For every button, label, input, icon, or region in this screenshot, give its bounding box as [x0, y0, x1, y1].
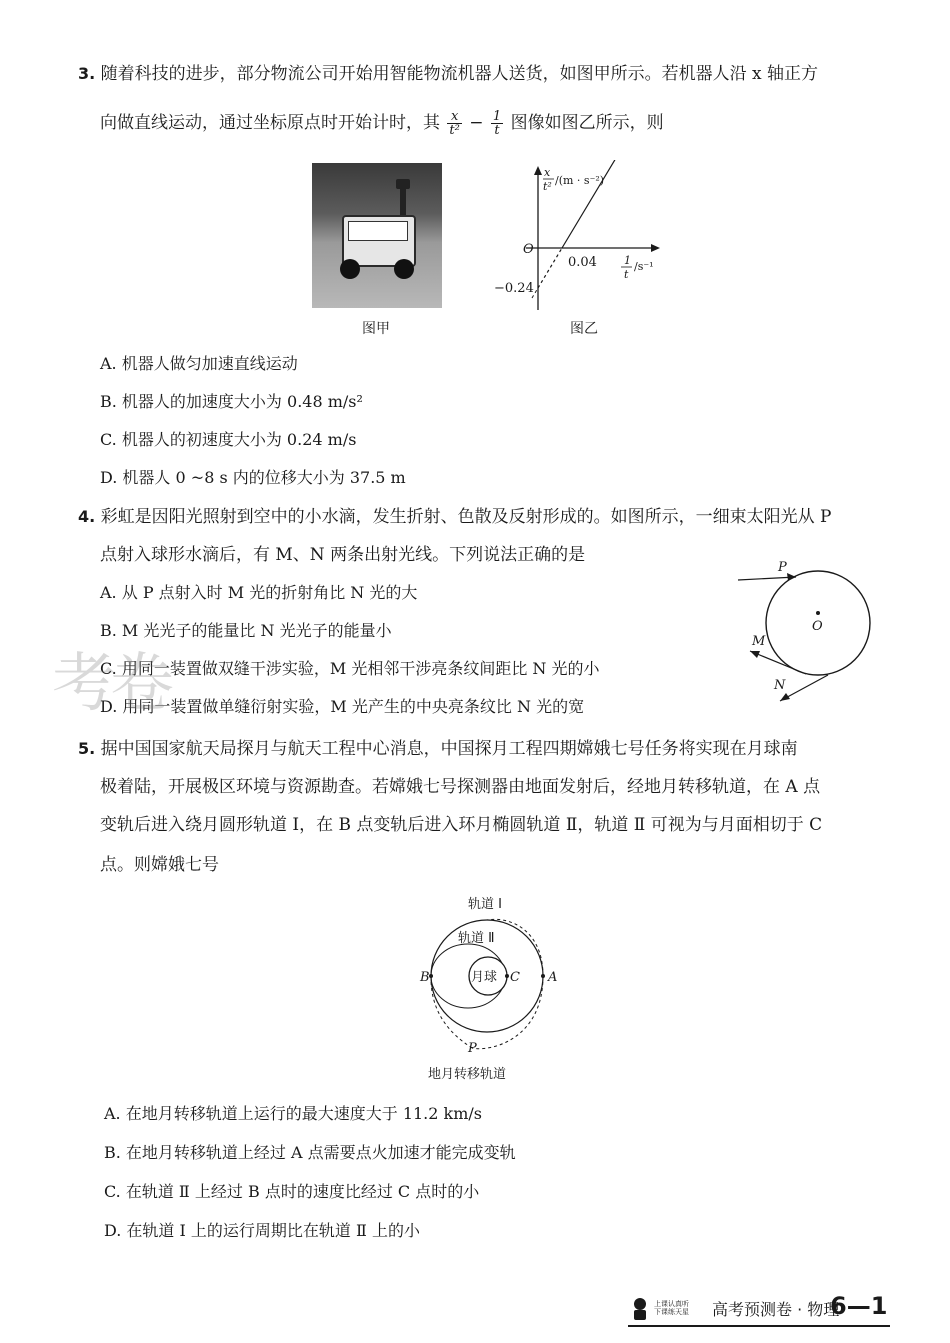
fig-b-caption: 图乙 — [570, 321, 598, 337]
label-p: P — [778, 560, 787, 575]
q5-line4: 点。则嫦娥七号 — [100, 855, 219, 875]
graph-xlabel-den: t — [624, 268, 629, 281]
robot-wheel-left — [340, 259, 360, 279]
q3-frac1-num: x — [447, 110, 461, 124]
q3-line2 — [100, 110, 664, 137]
q5-line2: 极着陆，开展极区环境与资源勘查。若嫦娥七号探测器由地面发射后，经地月转移轨道，在 A 点 — [100, 777, 821, 797]
q4-text-1: 彩虹是因阳光照射到空中的小水滴，发生折射、色散及反射形成的。如图所示，一细束太阳光从 P — [100, 507, 832, 527]
point-b — [429, 974, 433, 978]
q5-number: 5. — [78, 739, 96, 758]
graph-y-intercept: −0.24 — [494, 281, 534, 296]
logo-line-1: 上课认真听 — [654, 1300, 689, 1308]
graph-ylabel-unit: /(m · s⁻²) — [555, 174, 605, 187]
q4-line1 — [78, 505, 831, 529]
robot-mast — [400, 185, 406, 217]
q3-frac1-den: t² — [449, 123, 460, 138]
q3-option-c: C. 机器人的初速度大小为 0.24 m/s — [100, 430, 357, 449]
label-o: O — [812, 619, 823, 634]
graph-ylabel-den: t² — [543, 180, 552, 193]
graph-y-arrow — [534, 166, 542, 175]
q5-option-c: C. 在轨道 Ⅱ 上经过 B 点时的速度比经过 C 点时的小 — [104, 1182, 480, 1201]
footer-title: 高考预测卷 · 物理 — [712, 1300, 840, 1319]
q5-option-a: A. 在地月转移轨道上运行的最大速度大于 11.2 km/s — [104, 1104, 482, 1123]
point-c — [505, 974, 509, 978]
logo-text — [654, 1300, 689, 1316]
graph-ylabel-num: x — [544, 166, 551, 179]
graph-x-arrow — [651, 244, 660, 252]
q3-option-d: D. 机器人 0 ~8 s 内的位移大小为 37.5 m — [100, 468, 406, 487]
q3-frac2-den: t — [494, 123, 500, 138]
ray-m-arrow — [750, 651, 760, 658]
graph-xlabel-unit: /s⁻¹ — [634, 260, 654, 273]
q3-line1 — [78, 62, 818, 86]
incident-arrow — [787, 573, 796, 581]
q5-line1 — [78, 737, 798, 761]
q4-option-a: A. 从 P 点射入时 M 光的折射角比 N 光的大 — [100, 583, 418, 602]
footer-rule — [628, 1325, 890, 1327]
ray-n-arrow — [780, 693, 790, 701]
label-a: A — [548, 970, 558, 985]
logo-line-2: 下课练天星 — [654, 1308, 689, 1316]
droplet-center — [816, 611, 820, 615]
q3-frac1 — [447, 110, 461, 137]
graph-x-intercept: 0.04 — [568, 255, 597, 270]
label-moon: 月球 — [471, 970, 498, 985]
droplet-diagram — [736, 555, 876, 705]
q3-option-a: A. 机器人做匀加速直线运动 — [100, 354, 298, 373]
q4-option-c: C. 用同一装置做双缝干涉实验，M 光相邻干涉亮条纹间距比 N 光的小 — [100, 659, 600, 678]
q4-number: 4. — [78, 507, 96, 526]
q5-option-d: D. 在轨道 Ⅰ 上的运行周期比在轨道 Ⅱ 上的小 — [104, 1221, 420, 1240]
q5-text-1: 据中国国家航天局探月与航天工程中心消息，中国探月工程四期嫦娥七号任务将实现在月球南 — [100, 739, 798, 759]
fig-a-caption: 图甲 — [362, 321, 390, 337]
q3-frac2 — [491, 110, 503, 137]
q3-graph — [488, 160, 668, 315]
transfer-orbit-left — [431, 976, 472, 1048]
q3-minus: − — [469, 113, 484, 133]
label-b: B — [420, 970, 430, 985]
label-m: M — [752, 634, 766, 649]
point-a — [541, 974, 545, 978]
incident-ray — [738, 577, 796, 580]
label-p: P — [468, 1041, 477, 1056]
graph-xlabel-num: 1 — [624, 254, 631, 267]
q4-option-d: D. 用同一装置做单缝衍射实验，M 光产生的中央亮条纹比 N 光的宽 — [100, 697, 585, 716]
q3-frac2-num: 1 — [492, 109, 502, 124]
robot-sensor — [396, 179, 410, 189]
orbit-diagram — [400, 890, 580, 1090]
label-n: N — [774, 678, 786, 693]
q3-option-b: B. 机器人的加速度大小为 0.48 m/s² — [100, 392, 363, 411]
robot-photo — [312, 163, 442, 308]
watermark: 考卷 — [52, 647, 168, 721]
label-transfer: 地月转移轨道 — [428, 1067, 507, 1082]
graph-line-dashed — [538, 248, 562, 288]
graph-origin: O — [523, 242, 534, 257]
q3-text-2a: 向做直线运动，通过坐标原点时开始计时，其 — [100, 113, 440, 133]
q5-option-b: B. 在地月转移轨道上经过 A 点需要点火加速才能完成变轨 — [104, 1143, 516, 1162]
label-orbit-2: 轨道 Ⅱ — [458, 931, 495, 946]
q3-text-1: 随着科技的进步，部分物流公司开始用智能物流机器人送货，如图甲所示。若机器人沿 x 轴正方 — [100, 64, 819, 84]
footer-logo — [628, 1296, 708, 1322]
q4-option-b: B. M 光光子的能量比 N 光光子的能量小 — [100, 621, 392, 640]
label-orbit-1: 轨道 Ⅰ — [468, 897, 502, 912]
q3-text-2b: 图像如图乙所示，则 — [510, 113, 664, 133]
q4-line2: 点射入球形水滴后，有 M、N 两条出射光线。下列说法正确的是 — [100, 545, 586, 565]
mascot-icon — [628, 1296, 652, 1322]
q3-number: 3. — [78, 64, 96, 83]
q5-line3: 变轨后进入绕月圆形轨道 Ⅰ，在 B 点变轨后进入环月椭圆轨道 Ⅱ，轨道 Ⅱ 可视为与月面相切于 C — [100, 815, 823, 835]
page-number: 6—1 — [830, 1292, 888, 1320]
label-c: C — [510, 970, 520, 985]
robot-screen — [348, 221, 408, 241]
robot-wheel-right — [394, 259, 414, 279]
